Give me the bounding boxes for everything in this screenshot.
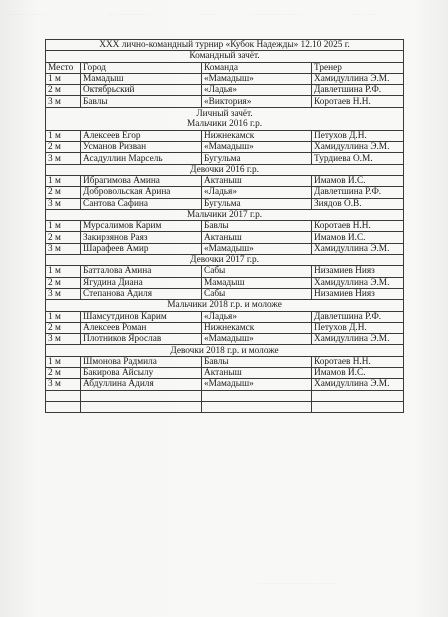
group-heading: Мальчики 2016 г.р. <box>186 118 263 129</box>
empty-cell <box>46 390 81 401</box>
result-place: 1 м <box>46 311 81 322</box>
player-club: Бавлы <box>202 356 312 367</box>
team-place: 3 м <box>46 96 81 107</box>
player-club: Бугульма <box>202 153 312 164</box>
tournament-title: XXX лично-командный турнир «Кубок Надежды» 12.10 2025 г. <box>46 40 404 51</box>
player-club: «Мамадыш» <box>202 379 312 390</box>
player-name: Сантова Сафина <box>81 198 202 209</box>
empty-cell <box>312 390 404 401</box>
result-row <box>46 288 404 299</box>
bleed-through-text: · · · · · · <box>200 13 217 18</box>
player-name: Батталова Амина <box>81 266 202 277</box>
player-name: Плотников Ярослав <box>81 334 202 345</box>
group-heading-row <box>46 209 404 220</box>
column-header-city: Город <box>81 62 202 73</box>
group-heading: Мальчики 2018 г.р. и моложе <box>46 300 404 311</box>
player-coach: Низамиев Нияз <box>312 288 404 299</box>
bleed-through-text: · · · · · · · · · · <box>350 13 378 18</box>
result-row <box>46 232 404 243</box>
empty-cell <box>312 401 404 412</box>
individual-section-heading: Личный зачёт. <box>196 108 253 119</box>
player-name: Ибрагимова Амина <box>81 175 202 186</box>
player-name: Степанова Адиля <box>81 288 202 299</box>
player-name: Алексеев Роман <box>81 322 202 333</box>
player-coach: Хамидуллина Э.М. <box>312 379 404 390</box>
bleed-through-text: · · · · · · · · · · · · · · · · · · · · · · · · · · · <box>258 580 336 585</box>
result-place: 2 м <box>46 187 81 198</box>
column-header-place: Место <box>46 62 81 73</box>
player-club: Бавлы <box>202 221 312 232</box>
result-place: 3 м <box>46 288 81 299</box>
player-coach: Турдиева О.М. <box>312 153 404 164</box>
empty-cell <box>81 390 202 401</box>
result-place: 2 м <box>46 368 81 379</box>
player-coach: Хамидуллина Э.М. <box>312 277 404 288</box>
result-place: 1 м <box>46 175 81 186</box>
result-place: 2 м <box>46 142 81 153</box>
player-coach: Имамов И.С. <box>312 368 404 379</box>
result-place: 1 м <box>46 221 81 232</box>
bleed-through-text: · · · · · · · · · · · · · · · <box>108 13 151 18</box>
player-name: Закирзянов Раяз <box>81 232 202 243</box>
team-table-header-row <box>46 62 404 73</box>
result-place: 2 м <box>46 322 81 333</box>
player-coach: Низамиев Нияз <box>312 266 404 277</box>
player-coach: Петухов Д.Н. <box>312 322 404 333</box>
player-club: «Мамадыш» <box>202 142 312 153</box>
player-club: «Мамадыш» <box>202 334 312 345</box>
player-club: Мамадыш <box>202 277 312 288</box>
player-coach: Давлетшина Р.Ф. <box>312 187 404 198</box>
team-section-heading: Командный зачёт. <box>46 51 404 62</box>
group-heading: Девочки 2016 г.р. <box>46 164 404 175</box>
result-place: 3 м <box>46 153 81 164</box>
empty-cell <box>202 390 312 401</box>
team-name: «Ладья» <box>202 85 312 96</box>
player-club: Сабы <box>202 266 312 277</box>
column-header-coach: Тренер <box>312 62 404 73</box>
player-name: Бакирова Айсылу <box>81 368 202 379</box>
team-place: 2 м <box>46 85 81 96</box>
result-place: 1 м <box>46 266 81 277</box>
player-name: Мурсалимов Карим <box>81 221 202 232</box>
player-club: Актаныш <box>202 175 312 186</box>
player-name: Абдуллина Адиля <box>81 379 202 390</box>
result-row <box>46 130 404 141</box>
result-row <box>46 266 404 277</box>
team-coach: Хамидуллина Э.М. <box>312 73 404 84</box>
team-place: 1 м <box>46 73 81 84</box>
player-club: «Мамадыш» <box>202 243 312 254</box>
group-heading-row <box>46 164 404 175</box>
result-row <box>46 198 404 209</box>
player-name: Усманов Ризван <box>81 142 202 153</box>
result-place: 1 м <box>46 130 81 141</box>
player-club: Нижнекамск <box>202 130 312 141</box>
result-row <box>46 322 404 333</box>
player-name: Алексеев Егор <box>81 130 202 141</box>
result-row <box>46 334 404 345</box>
result-row <box>46 142 404 153</box>
empty-cell <box>81 401 202 412</box>
empty-row <box>46 390 404 401</box>
player-club: «Ладья» <box>202 311 312 322</box>
player-name: Ягудина Диана <box>81 277 202 288</box>
player-club: Бугульма <box>202 198 312 209</box>
result-place: 3 м <box>46 379 81 390</box>
player-coach: Зиядов О.В. <box>312 198 404 209</box>
player-name: Шарафеев Амир <box>81 243 202 254</box>
result-place: 2 м <box>46 232 81 243</box>
player-coach: Коротаев Н.Н. <box>312 356 404 367</box>
player-club: Актаныш <box>202 232 312 243</box>
player-coach: Коротаев Н.Н. <box>312 221 404 232</box>
team-city: Мамадыш <box>81 73 202 84</box>
player-coach: Петухов Д.Н. <box>312 130 404 141</box>
result-row <box>46 311 404 322</box>
result-row <box>46 187 404 198</box>
result-place: 3 м <box>46 334 81 345</box>
player-coach: Хамидуллина Э.М. <box>312 334 404 345</box>
player-club: «Ладья» <box>202 187 312 198</box>
player-club: Актаныш <box>202 368 312 379</box>
player-coach: Хамидуллина Э.М. <box>312 243 404 254</box>
empty-cell <box>202 401 312 412</box>
group-heading: Девочки 2017 г.р. <box>46 255 404 266</box>
bleed-through-text: · · · · · · · · · · · · · <box>8 13 45 18</box>
player-name: Шмонова Радмила <box>81 356 202 367</box>
team-row <box>46 85 404 96</box>
player-club: Сабы <box>202 288 312 299</box>
team-coach: Давлетшина Р.Ф. <box>312 85 404 96</box>
group-heading-row <box>46 345 404 356</box>
result-row <box>46 221 404 232</box>
player-coach: Имамов И.С. <box>312 232 404 243</box>
result-row <box>46 243 404 254</box>
team-name: «Виктория» <box>202 96 312 107</box>
player-name: Добровольская Арина <box>81 187 202 198</box>
bleed-through-text: · · · · · · · · · · · · · · · · · · <box>250 13 302 18</box>
team-name: «Мамадыш» <box>202 73 312 84</box>
column-header-team: Команда <box>202 62 312 73</box>
result-place: 3 м <box>46 198 81 209</box>
result-row <box>46 368 404 379</box>
team-city: Октябрьский <box>81 85 202 96</box>
result-place: 1 м <box>46 356 81 367</box>
group-heading-row <box>46 300 404 311</box>
player-coach: Давлетшина Р.Ф. <box>312 311 404 322</box>
team-city: Бавлы <box>81 96 202 107</box>
player-coach: Имамов И.С. <box>312 175 404 186</box>
result-place: 2 м <box>46 277 81 288</box>
team-row <box>46 73 404 84</box>
result-row <box>46 153 404 164</box>
result-place: 3 м <box>46 243 81 254</box>
player-name: Шамсутдинов Карим <box>81 311 202 322</box>
team-row <box>46 96 404 107</box>
player-name: Асадуллин Марсель <box>81 153 202 164</box>
result-row <box>46 175 404 186</box>
team-coach: Коротаев Н.Н. <box>312 96 404 107</box>
player-coach: Хамидуллина Э.М. <box>312 142 404 153</box>
empty-cell <box>46 401 81 412</box>
result-row <box>46 379 404 390</box>
group-heading: Мальчики 2017 г.р. <box>46 209 404 220</box>
result-row <box>46 356 404 367</box>
empty-row <box>46 401 404 412</box>
individual-heading-row <box>46 107 404 130</box>
player-club: Нижнекамск <box>202 322 312 333</box>
group-heading-row <box>46 255 404 266</box>
results-table <box>45 39 404 413</box>
result-row <box>46 277 404 288</box>
group-heading: Девочки 2018 г.р. и моложе <box>46 345 404 356</box>
